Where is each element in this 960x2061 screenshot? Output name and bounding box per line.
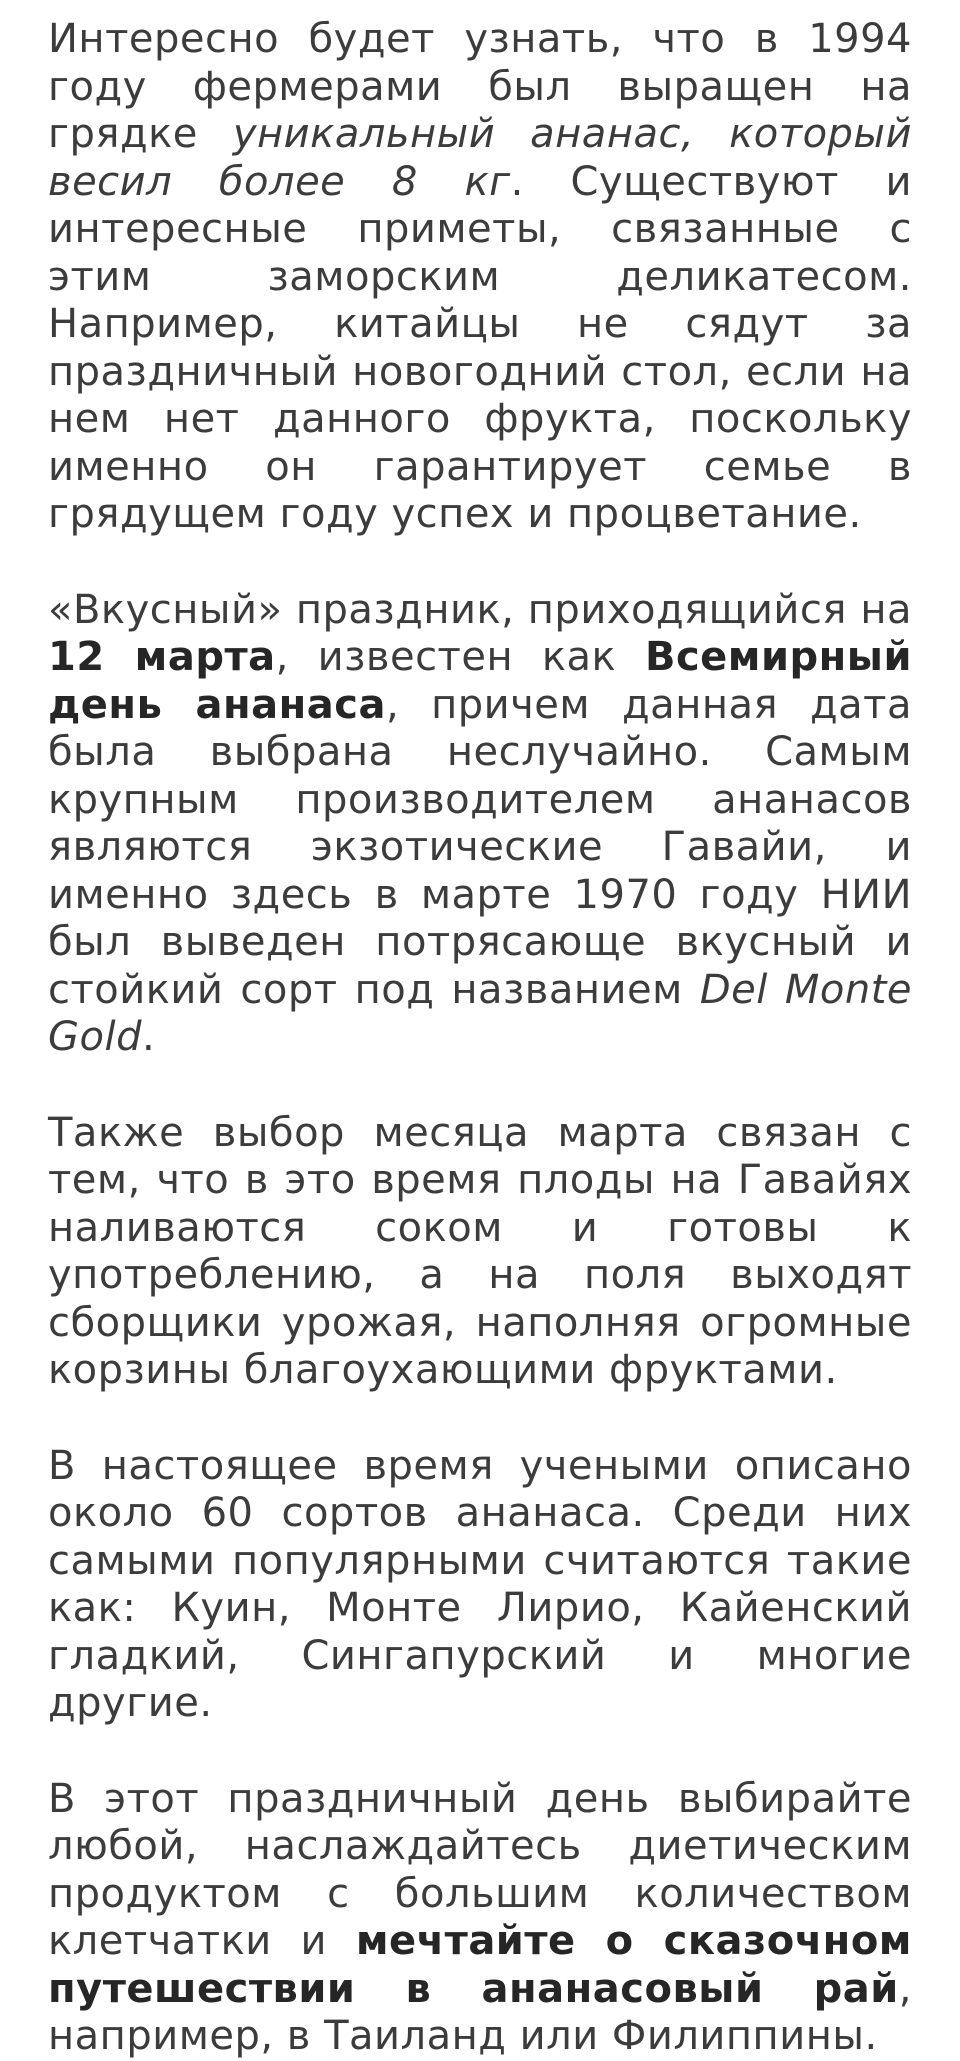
text-segment: , например, в Таиланд или Филиппины. [48,1965,912,2059]
text-segment: В настоящее время учеными описано около 60 сортов ананаса. Среди них самыми популярными считаются такие как: Куин, Монте Лирио, Кайенский гладкий, Сингапурский и многие другие. [48,1442,912,1726]
bold-date: 12 марта [48,634,276,680]
text-segment: , известен как [275,634,645,680]
paragraph-giant-pineapple [48,16,912,539]
text-segment: , причем данная дата была выбрана неслучайно. Самым крупным производителем ананасов являются экзотические Гавайи, и именно здесь в марте 1970 году НИИ был выведен потрясающе вкусный и стойкий сорт под названием [48,681,912,1013]
paragraph-world-pineapple-day [48,587,912,1062]
text-segment: Интересно будет узнать, что в 1994 году фермерами был выращен на грядке [48,16,912,157]
paragraph-varieties [48,1443,912,1728]
article-body [48,16,912,2061]
text-segment: Также выбор месяца марта связан с тем, что в это время плоды на Гавайях наливаются соком и готовы к употреблению, а на поля выходят сборщики урожая, наполняя огромные корзины благоухающими фруктами. [48,1109,912,1393]
text-segment: «Вкусный» праздник, приходящийся на [48,586,912,633]
text-segment: . [141,1014,156,1060]
text-segment: . Существуют и интересные приметы, связанные с этим заморским деликатесом. Например, китайцы не сядут за праздничный новогодний стол, если на нем нет данного фрукта, поскольку именно он гарантирует семье в грядущем году успех и процветание. [48,158,913,537]
italic-text: уникальный ананас, который весил более 8 кг [48,111,913,205]
text-segment: В этот праздничный день выбирайте любой, наслаждайтесь диетическим продуктом с большим количеством клетчатки и [48,1775,912,1964]
paragraph-march-harvest [48,1110,912,1395]
bold-dream-text: мечтайте о сказочном путешествии в ананасовый рай [48,1918,912,2012]
italic-variety-name: Del Monte Gold [48,966,912,1060]
paragraph-celebrate [48,1776,912,2061]
bold-holiday-name: Всемирный день ананаса [48,634,912,728]
